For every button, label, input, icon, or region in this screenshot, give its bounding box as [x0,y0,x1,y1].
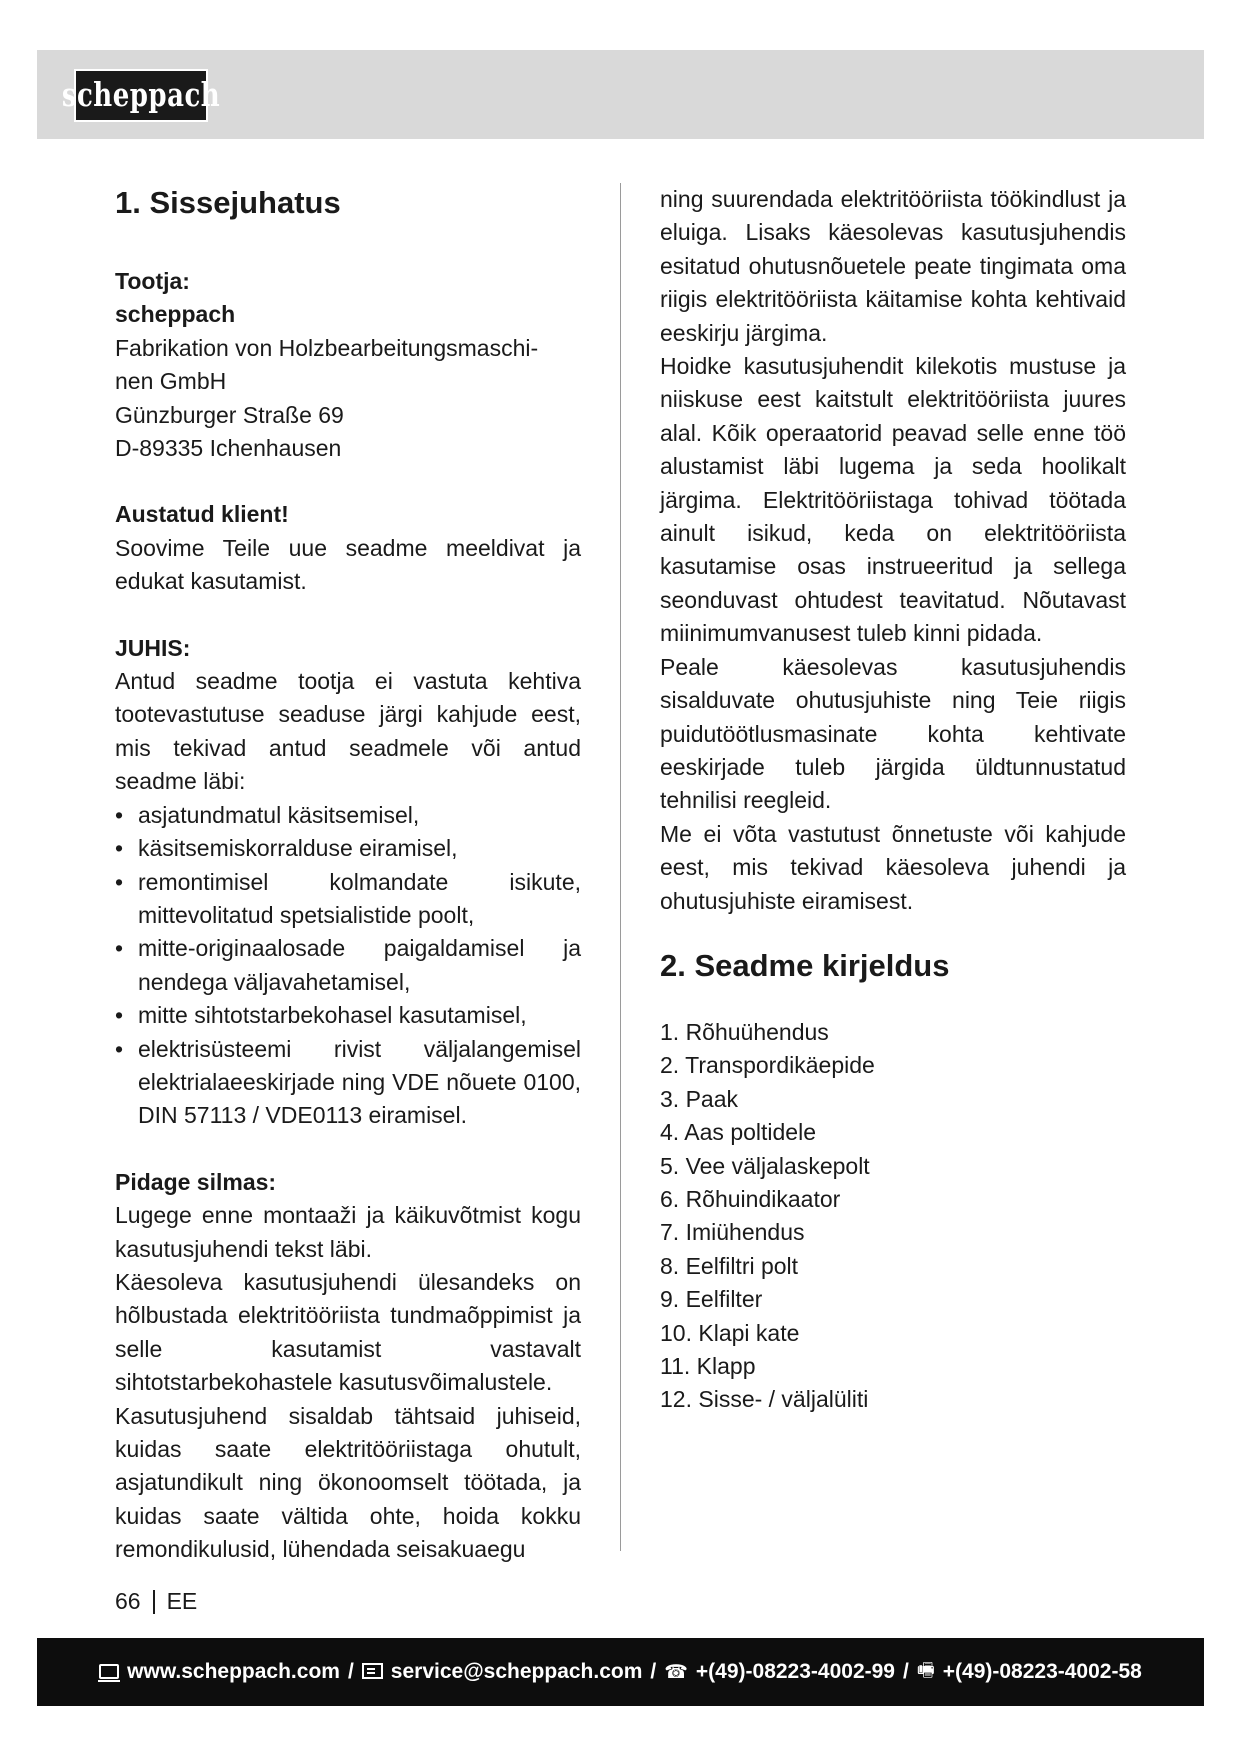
greeting-text: Soovime Teile uue seadme meeldivat ja edukat kasutamist. [115,534,581,595]
header-band [37,50,1204,139]
page-number: 66 [115,1588,141,1614]
section-heading-introduction: 1. Sissejuhatus [115,185,341,220]
page-separator [153,1590,155,1614]
phone-number: +(49)-08223-4002-99 [695,1660,895,1683]
list-item: 4. Aas poltidele [660,1119,817,1146]
body-paragraph: Hoidke kasutusjuhendit kilekotis mustuse ja niiskuse eest kaitstult elektritööriista juures alal. Kõik operaatorid peavad selle enne töö alustamist läbi lugema ja seda hoolikalt järgima. Elektritööriistaga tohivad töötada ainult isikud, keda on elektritööriista kasutamise osas instrueeritud ja sellega seonduvast ohtudest teavitatud. Nõutavast miinimumvanusest tuleb kinni pidada. [660,353,1126,647]
page-footer [115,1588,197,1615]
language-code: EE [166,1588,198,1614]
list-item: 6. Rõhuindikaator [660,1185,841,1212]
list-item: 10. Klapi kate [660,1319,800,1346]
list-item: • elektrisüsteemi rivist väljalangemisel elektrialaeeskirjade ning VDE nõuete 0100, DIN 57113 / VDE0113 eiramisel. [115,1033,581,1133]
mail-icon [362,1663,383,1679]
column-divider [620,183,621,1551]
address-line: Günzburger Straße 69 [115,401,344,428]
list-item: 12. Sisse- / väljalüliti [660,1386,869,1413]
list-item: 7. Imiühendus [660,1219,805,1246]
address-line: D-89335 Ichenhausen [115,435,342,462]
greeting-label: Austatud klient! [115,501,289,528]
body-paragraph: Me ei võta vastutust õnnetuste või kahjude eest, mis tekivad käesoleva juhendi ja ohutusjuhiste eiramisest. [660,820,1126,914]
attention-paragraph: Kasutusjuhend sisaldab tähtsaid juhiseid, kuidas saate elektritööriistaga ohutult, asjatundikult ning ökonoomselt töötada, ja kuidas saate vältida ohte, hoida kokku remondikulusid, lühendada seisakuaegu [115,1402,581,1563]
logo-text: scheppach [61,76,221,115]
address-line: Fabrikation von Holzbearbeitungsmaschi- [115,334,539,361]
manufacturer-label: Tootja: [115,268,190,294]
list-item: 11. Klapp [660,1353,756,1379]
right-column [660,183,1126,1417]
website-link[interactable]: www.scheppach.com [127,1660,340,1683]
email-link[interactable]: service@scheppach.com [390,1660,643,1683]
address-line: nen GmbH [115,368,227,395]
list-item: • käsitsemiskorralduse eiramisel, [115,832,581,865]
attention-label: Pidage silmas: [115,1168,277,1195]
list-item: • asjatundmatul käsitsemisel, [115,799,581,832]
list-item: 2. Transpordikäepide [660,1052,875,1079]
fax-icon: 🖷 [916,1660,935,1681]
body-paragraph: ning suurendada elektritööriista töökindlust ja eluiga. Lisaks käesolevas kasutusjuhendis esitatud ohutusnõuetele peate tingimata oma riigis elektritööriista käitamise kohta kehtivaid eeskirju järgima. [660,186,1126,346]
note-label: JUHIS: [115,634,191,661]
list-item: 3. Paak [660,1085,738,1112]
list-item: • remontimisel kolmandate isikute, mittevolitatud spetsialistide poolt, [115,866,581,933]
note-text: Antud seadme tootja ei vastuta kehtiva tootevastutuse seaduse järgi kahjude eest, mis tekivad antud seadmele või antud seadme läbi: [115,668,581,795]
scheppach-logo [61,69,221,122]
list-item: • mitte sihtotstarbekohasel kasutamisel, [115,999,581,1032]
separator: / [347,1660,354,1683]
fax-number: +(49)-08223-4002-58 [942,1660,1142,1683]
phone-icon: ☎ [664,1661,688,1683]
list-item: 8. Eelfiltri polt [660,1252,799,1279]
separator: / [650,1660,657,1683]
body-paragraph: Peale käesolevas kasutusjuhendis sisalduvate ohutusjuhiste ning Teie riigis puidutöötlusmasinate kohta kehtivate eeskirjade tuleb järgida üldtunnustatud tehnilisi reegleid. [660,653,1126,814]
separator: / [902,1660,909,1683]
parts-list [660,1016,1126,1417]
list-item: 5. Vee väljalaskepolt [660,1152,870,1179]
contact-bar [37,1638,1204,1706]
section-heading-device-description: 2. Seadme kirjeldus [660,947,950,983]
left-column [115,183,581,1567]
attention-paragraph: Lugege enne montaaži ja käikuvõtmist kogu kasutusjuhendi tekst läbi. [115,1202,581,1262]
monitor-icon [99,1664,119,1679]
list-item: • mitte-originaalosade paigaldamisel ja nendega väljavahetamisel, [115,932,581,999]
list-item: 1. Rõhuühendus [660,1018,829,1045]
liability-list [115,799,581,1133]
attention-paragraph: Käesoleva kasutusjuhendi ülesandeks on hõlbustada elektritööriista tundmaõppimist ja selle kasutamist vastavalt sihtotstarbekohastele kasutusvõimalustele. [115,1268,581,1396]
manufacturer-name: scheppach [115,301,236,328]
list-item: 9. Eelfilter [660,1286,763,1313]
